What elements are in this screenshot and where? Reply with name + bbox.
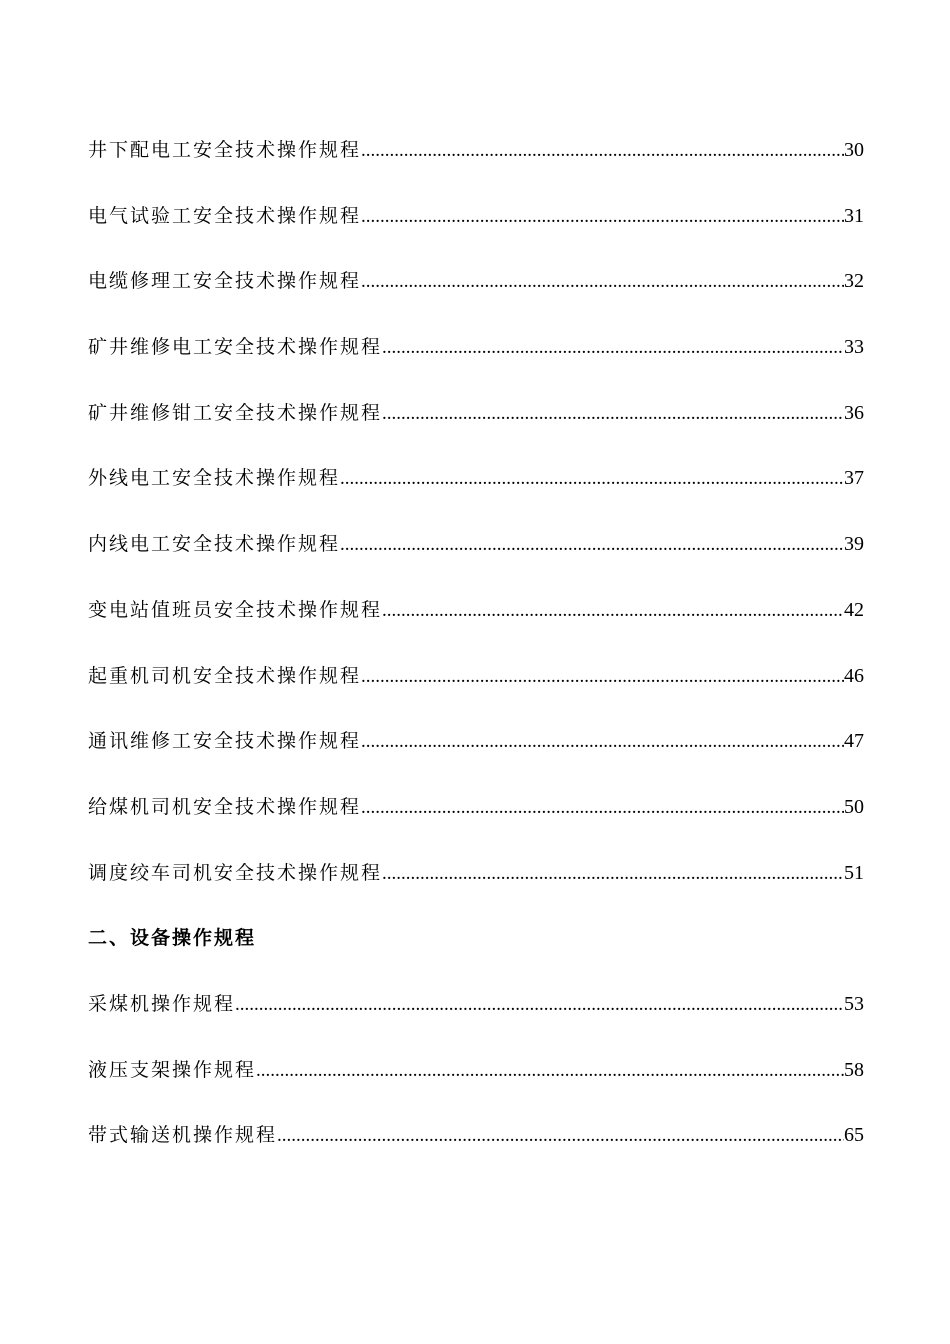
- toc-page-number: 33: [844, 336, 864, 359]
- toc-entry[interactable]: [88, 1053, 864, 1119]
- toc-dot-leader: [382, 594, 844, 628]
- toc-dot-leader: [235, 988, 844, 1022]
- toc-entry[interactable]: [88, 396, 864, 462]
- toc-entry-title: 带式输送机操作规程: [88, 1124, 278, 1147]
- toc-entry-title: 外线电工安全技术操作规程: [88, 467, 341, 490]
- toc-page-number: 37: [844, 467, 864, 490]
- toc-entry-title: 调度绞车司机安全技术操作规程: [88, 861, 383, 884]
- toc-entry-title: 起重机司机安全技术操作规程: [88, 664, 362, 687]
- toc-page-number: 65: [844, 1124, 864, 1147]
- toc-dot-leader: [361, 265, 844, 299]
- toc-entry-title: 电气试验工安全技术操作规程: [88, 204, 362, 227]
- toc-dot-leader: [361, 200, 844, 234]
- toc-page-number: 51: [844, 861, 864, 884]
- toc-dot-leader: [382, 331, 844, 365]
- toc-entry[interactable]: [88, 987, 864, 1053]
- toc-dot-leader: [340, 462, 844, 496]
- toc-dot-leader: [361, 725, 844, 759]
- toc-dot-leader: [340, 528, 844, 562]
- toc-entry[interactable]: [88, 461, 864, 527]
- toc-entry[interactable]: [88, 264, 864, 330]
- toc-entry[interactable]: [88, 133, 864, 199]
- toc-entry-title: 矿井维修电工安全技术操作规程: [88, 336, 383, 359]
- toc-dot-leader: [361, 791, 844, 825]
- toc-dot-leader: [361, 660, 844, 694]
- toc-dot-leader: [382, 857, 844, 891]
- toc-entry[interactable]: [88, 199, 864, 265]
- toc-entry-title: 采煤机操作规程: [88, 992, 236, 1015]
- toc-entry[interactable]: [88, 1118, 864, 1184]
- toc-page-number: 39: [844, 533, 864, 556]
- toc-page-number: 46: [844, 664, 864, 687]
- toc-entry[interactable]: [88, 527, 864, 593]
- toc-entry[interactable]: [88, 724, 864, 790]
- toc-page-number: 32: [844, 270, 864, 293]
- toc-entry[interactable]: [88, 330, 864, 396]
- toc-entry-title: 井下配电工安全技术操作规程: [88, 139, 362, 161]
- toc-page-number: 30: [844, 139, 864, 161]
- toc-dot-leader: [382, 397, 844, 431]
- toc-page-number: 31: [844, 204, 864, 227]
- toc-entry[interactable]: [88, 856, 864, 922]
- table-of-contents: [88, 133, 864, 1184]
- toc-entry-title: 液压支架操作规程: [88, 1058, 257, 1081]
- toc-entry[interactable]: [88, 659, 864, 725]
- toc-page-number: 53: [844, 992, 864, 1015]
- toc-page-number: 47: [844, 730, 864, 753]
- toc-entry-title: 电缆修理工安全技术操作规程: [88, 270, 362, 293]
- toc-page-number: 36: [844, 401, 864, 424]
- section-heading[interactable]: 二、设备操作规程: [88, 927, 257, 950]
- toc-entry-title: 内线电工安全技术操作规程: [88, 533, 341, 556]
- toc-entry-title: 变电站值班员安全技术操作规程: [88, 598, 383, 621]
- toc-entry[interactable]: [88, 593, 864, 659]
- toc-dot-leader: [361, 134, 844, 168]
- toc-page-number: 50: [844, 795, 864, 818]
- toc-entry-title: 给煤机司机安全技术操作规程: [88, 795, 362, 818]
- toc-dot-leader: [277, 1119, 844, 1153]
- toc-entry-title: 通讯维修工安全技术操作规程: [88, 730, 362, 753]
- toc-dot-leader: [256, 1054, 844, 1088]
- toc-entry[interactable]: [88, 790, 864, 856]
- toc-entry-title: 矿井维修钳工安全技术操作规程: [88, 401, 383, 424]
- toc-page-number: 42: [844, 598, 864, 621]
- toc-page-number: 58: [844, 1058, 864, 1081]
